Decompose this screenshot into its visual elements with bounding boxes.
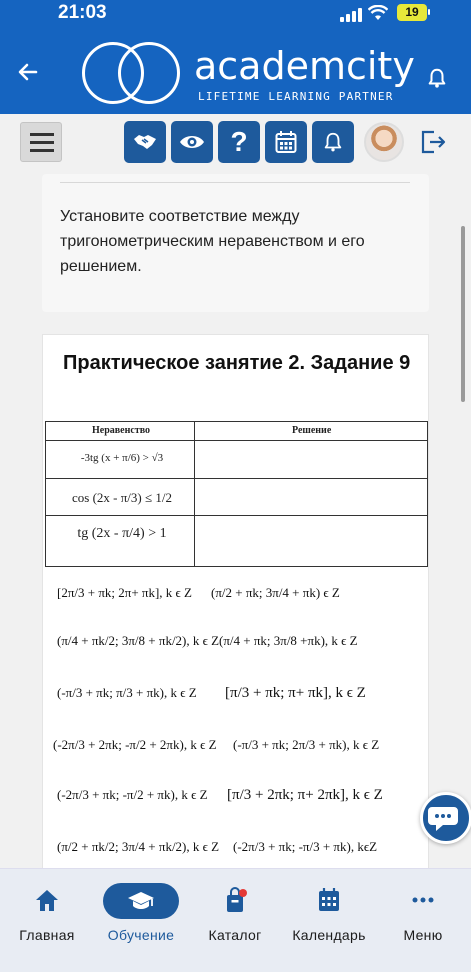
table-row: -3tg (x + π/6) > √3 xyxy=(80,452,164,464)
toolbar xyxy=(0,114,471,174)
brand-name: academcity xyxy=(194,44,415,88)
answer-option: [2π/3 + πk; 2π+ πk], k ϵ Z xyxy=(57,585,193,600)
bottom-nav xyxy=(0,868,471,972)
inequality-table xyxy=(45,421,428,567)
home-icon xyxy=(33,887,61,913)
calendar-icon xyxy=(315,887,343,913)
question-text: Установите соответствие между тригонометрическим неравенством и его решением. xyxy=(60,208,365,275)
answer-option: (-π/3 + πk; π/3 + πk), k ϵ Z xyxy=(57,685,197,700)
task-title: Практическое занятие 2. Задание 9 xyxy=(63,352,411,374)
bell-icon[interactable] xyxy=(312,121,354,163)
wifi-icon xyxy=(368,5,388,25)
nav-calendar[interactable] xyxy=(282,869,376,949)
status-bar xyxy=(0,0,471,28)
question-icon[interactable]: ? xyxy=(218,121,260,163)
main-content xyxy=(0,174,471,868)
answer-option: (-2π/3 + πk; -π/2 + πk), k ϵ Z xyxy=(57,787,208,802)
nav-learning[interactable] xyxy=(94,869,188,949)
nav-label: Меню xyxy=(403,927,443,943)
answer-option: (-2π/3 + 2πk; -π/2 + 2πk), k ϵ Z xyxy=(53,737,217,752)
nav-menu[interactable] xyxy=(376,869,470,949)
nav-catalog[interactable] xyxy=(188,869,282,949)
answer-option: [π/3 + πk; π+ πk], k ϵ Z xyxy=(225,685,366,701)
graduation-cap-icon xyxy=(127,888,155,914)
logo-mark-ring xyxy=(118,42,180,104)
more-icon xyxy=(409,887,437,913)
nav-home[interactable] xyxy=(0,869,94,949)
nav-label: Каталог xyxy=(208,927,262,943)
menu-button[interactable] xyxy=(20,122,62,162)
nav-label: Обучение xyxy=(107,927,175,943)
answer-option: (-π/3 + πk; 2π/3 + πk), k ϵ Z xyxy=(233,737,380,752)
eye-icon[interactable] xyxy=(171,121,213,163)
chat-button[interactable] xyxy=(420,792,471,844)
scrollbar[interactable] xyxy=(461,226,465,402)
avatar[interactable] xyxy=(364,122,404,162)
question-card xyxy=(42,174,429,312)
battery-icon: 19 xyxy=(397,4,427,21)
nav-label: Главная xyxy=(19,927,75,943)
answer-option: (π/2 + πk; 3π/4 + πk) ϵ Z xyxy=(211,585,340,600)
signal-icon xyxy=(340,8,362,22)
status-time: 21:03 xyxy=(58,2,107,23)
answer-option: (π/2 + πk/2; 3π/4 + πk/2), k ϵ Z xyxy=(57,839,220,854)
calendar-icon[interactable] xyxy=(265,121,307,163)
brand-tagline: LIFETIME LEARNING PARTNER xyxy=(198,90,394,103)
logout-icon[interactable] xyxy=(420,128,446,156)
nav-label: Календарь xyxy=(292,927,366,943)
handshake-icon[interactable] xyxy=(124,121,166,163)
table-row: cos (2x - π/3) ≤ 1/2 xyxy=(72,490,172,505)
notifications-bell-icon[interactable] xyxy=(426,66,448,90)
table-row: tg (2x - π/4) > 1 xyxy=(77,526,167,541)
divider xyxy=(60,182,410,183)
app-header xyxy=(0,28,471,114)
back-arrow-icon[interactable] xyxy=(16,60,40,84)
task-card xyxy=(42,334,429,868)
answer-option: (-2π/3 + πk; -π/3 + πk), kϵZ xyxy=(233,839,378,854)
answer-option: (π/4 + πk/2; 3π/8 + πk/2), k ϵ Z xyxy=(57,633,220,648)
chat-icon xyxy=(423,795,469,841)
table-header: Неравенство xyxy=(92,425,151,436)
table-header: Решение xyxy=(292,425,332,436)
answer-option: (π/4 + πk; 3π/8 +πk), k ϵ Z xyxy=(219,633,358,648)
answer-option: [π/3 + 2πk; π+ 2πk], k ϵ Z xyxy=(227,787,383,803)
shopping-bag-icon xyxy=(221,887,249,913)
